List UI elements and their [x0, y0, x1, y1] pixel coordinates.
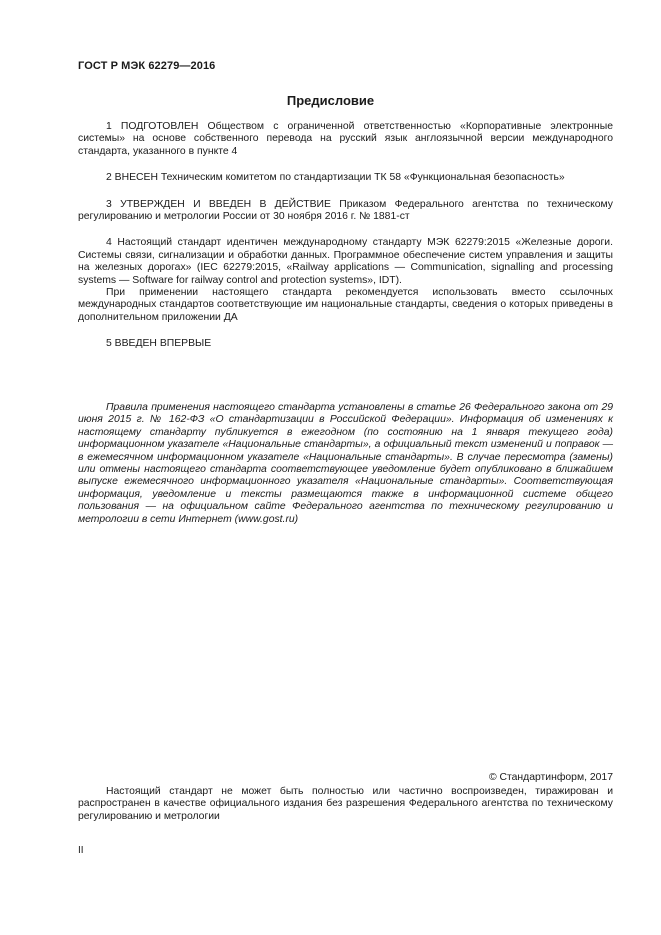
paragraph-references: При применении настоящего стандарта рекомендуется использовать вместо ссылочных международных стандартов соответствующие им национальные стандарты, сведения о которых приведены в дополнительном приложении ДА: [78, 287, 613, 323]
foreword-body: [78, 121, 613, 351]
page-number: II: [78, 845, 84, 856]
paragraph-prepared: 1 ПОДГОТОВЛЕН Обществом с ограниченной ответственностью «Корпоративные электронные системы» на основе собственного перевода на русский язык англоязычной версии международного стандарта, указанного в пункте 4: [78, 121, 613, 157]
paragraph-introduced: 5 ВВЕДЕН ВПЕРВЫЕ: [106, 338, 212, 350]
paragraph-identical: 4 Настоящий стандарт идентичен международному стандарту МЭК 62279:2015 «Железные дороги. Системы связи, сигнализации и обработки данных. Программное обеспечение систем управления и защиты на железных дорогах» (IEC 62279:2015, «Railway applications — Communication, signalling and processing systems — Software for railway control and protection systems», IDT).: [78, 237, 613, 286]
page-title: Предисловие: [286, 93, 375, 108]
application-rules-notice: Правила применения настоящего стандарта установлены в статье 26 Федерального закона от 29 июня 2015 г. № 162-ФЗ «О стандартизации в Российской Федерации». Информация об изменениях к настоящему стандарту публикуется в ежегодном (по состоянию на 1 января текущего года) информационном указателе «Национальные стандарты», а официальный текст изменений и поправок — в ежемесячном информационном указателе «Национальные стандарты». В случае пересмотра (замены) или отмены настоящего стандарта соответствующее уведомление будет опубликовано в ближайшем выпуске ежемесячного информационного указателя «Национальные стандарты». Соответствующая информация, уведомление и тексты размещаются также в информационной системе общего пользования — на официальном сайте Федерального агентства по техническому регулированию и метрологии в сети Интернет (www.gost.ru): [78, 402, 613, 525]
reproduction-notice: Настоящий стандарт не может быть полностью или частично воспроизведен, тиражирован и распространен в качестве официального издания без разрешения Федерального агентства по техническому регулированию и метрологии: [78, 786, 613, 822]
copyright-line: © Стандартинформ, 2017: [488, 772, 613, 783]
standard-code-header: ГОСТ Р МЭК 62279—2016: [78, 60, 216, 72]
paragraph-submitted: 2 ВНЕСЕН Техническим комитетом по стандартизации ТК 58 «Функциональная безопасность»: [106, 172, 565, 184]
paragraph-approved: 3 УТВЕРЖДЕН И ВВЕДЕН В ДЕЙСТВИЕ Приказом Федерального агентства по техническому регулированию и метрологии России от 30 ноября 2016 г. № 1881-ст: [78, 198, 613, 223]
